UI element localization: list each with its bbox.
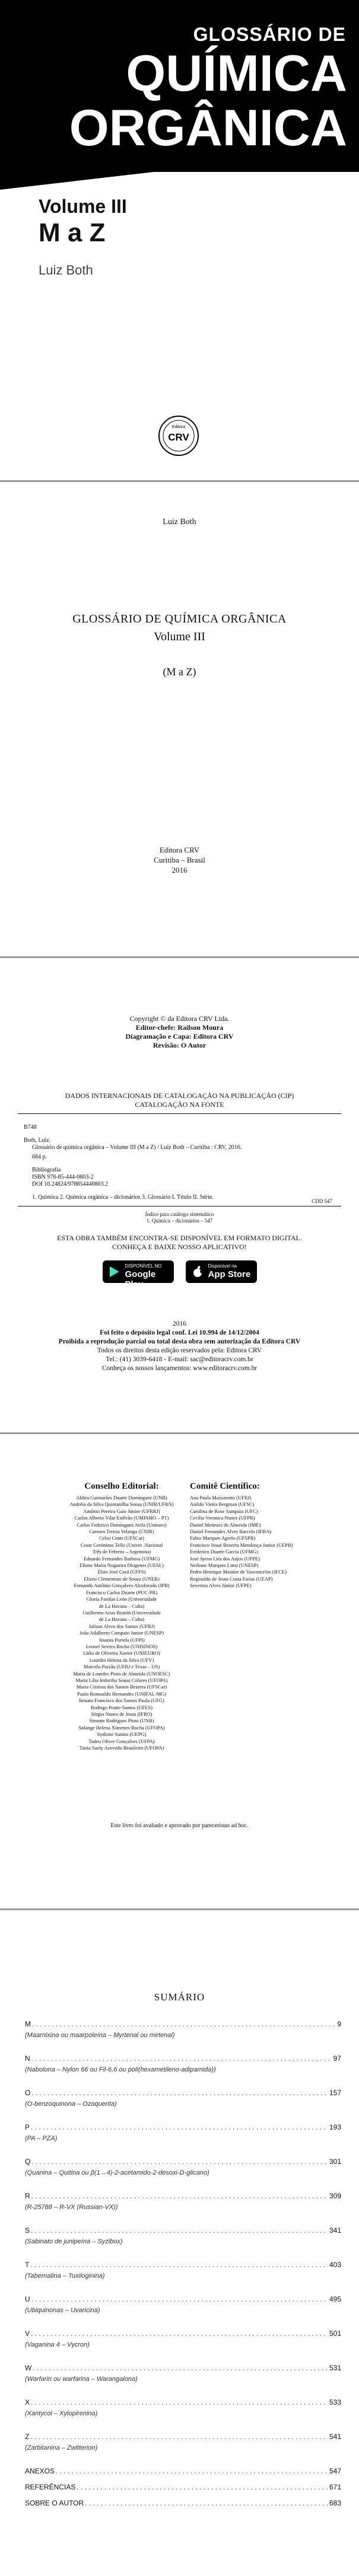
toc-entry-row [25,2020,341,2029]
editorial-member: Tadeu Oliver Gonçalves (UFPA) [88,1738,155,1744]
toc-entry-label: ANEXOS [25,2467,55,2475]
toc-entry-range: (Nabolona – Nylon 66 ou Fil-6,6 ou poli(hexametileno-adipamida)) [25,2066,216,2073]
copyright-block [0,1014,359,1050]
scientific-member: Severino Alves Júnior (UFPE) [190,1582,252,1589]
editorial-member: de La Havana – Cuba) [99,1616,145,1623]
toc-leader-dots [31,2398,328,2407]
scientific-member: Ana Paula Mazzarotto (UFRJ) [190,1495,252,1501]
toc-entry-page: 547 [329,2467,341,2475]
legal-year: 2016 [173,1320,186,1327]
cip-bibliography: Bibliografia [32,1167,61,1173]
toc-entry-label: S [25,2226,30,2235]
toc-entry-row [25,2295,341,2304]
cip-index [0,1211,359,1224]
imprint-year: 2016 [171,866,188,874]
cip-code: CDD 547 [312,1198,332,1204]
editorial-member: Tania Suely Azevedo Brasileiro (UFOPA) [79,1745,164,1751]
toc-entry[interactable] [25,2483,341,2499]
editorial-member: Josania Portela (UFPI) [99,1636,145,1643]
cover-title-line2: ORGÂNICA [69,100,347,157]
editorial-member: Francisco Carlos Duarte (PUC-PR) [85,1589,158,1595]
editorial-member: Elione Maria Nogueira Diogenes (UFAL) [80,1562,164,1569]
toc-entry-label: SOBRE O AUTOR [25,2499,84,2507]
toc-entry-row [25,2226,341,2235]
imprint-publisher: Editora CRV [159,845,200,854]
editorial-member: Jailson Alves dos Santos (UFRJ) [88,1623,155,1629]
scientific-member: Frederico Duarte Garcia (UFMG) [190,1549,258,1555]
apple-icon [191,1265,204,1278]
store-badges [0,1260,359,1289]
editorial-member: Fernando Antônio Gonçalves Alcoforado (IPB) [74,1582,170,1589]
editorial-member: Cesar Gerónimo Tello (Univer .Nacional [80,1541,163,1548]
editorial-member: Aldira Guimarães Duarte Domínguez (UNB) [76,1495,167,1501]
scientific-member: Pedro Henrique Mainier de Vasconcelos (IFCE) [190,1569,287,1575]
editorial-member: Carmen Tereza Velanga (UNIR) [89,1528,154,1535]
toc-entry-page: 301 [329,2157,341,2166]
toc-entry-page: 97 [333,2054,341,2063]
editorial-member: Gloria Fariñas León (Universidade [86,1596,157,1603]
toc-entry-label: T [25,2261,30,2269]
editorial-member: Élsio José Corá (UFFS) [97,1569,146,1575]
google-play-small: DISPONÍVEL NO [125,1263,162,1269]
toc-entry-row [25,2364,341,2373]
toc-entry[interactable] [25,2054,341,2089]
toc-leader-dots [85,2499,328,2508]
toc-leader-dots [31,2089,328,2098]
editorial-council-title: Conselho Editorial: [84,1482,159,1491]
editorial-member: Simone Rodrigues Pinto (UNB) [89,1718,154,1724]
cip-subheading-line: CATALOGAÇÃO NA FONTE [135,1100,224,1109]
cip-name: Both, Luiz. [24,1137,51,1144]
editorial-member: Três de Febrero – Argentina) [92,1549,151,1555]
toc-entry[interactable] [25,2020,341,2054]
contents-title: SUMÁRIO [154,1991,205,2003]
toc-entry-page: 157 [329,2089,341,2097]
editorial-member: Carlos Federico Dominguez Avila (Unieuro) [77,1521,167,1528]
editorial-member: Celso Conti (UFSCar) [99,1535,145,1541]
toc-entry-page: 309 [329,2192,341,2200]
cover-page [0,0,359,480]
editorial-member: Elizeu Clementino de Souza (UNEB) [84,1575,160,1582]
toc-entry[interactable] [25,2398,341,2433]
copyright-page [0,958,359,1432]
editorial-member: Maria Lília Imbiriba Sousa Colares (UFOPA) [75,1677,168,1683]
editorial-member: de La Havana – Cuba) [99,1603,145,1609]
app-store-button[interactable] [186,1260,257,1283]
editorial-member: Paulo Romualdo Hernandes (UNIFAL-MG) [77,1690,167,1697]
toc-entry-label: V [25,2329,30,2338]
editorial-member: João Adalberto Campato Junior (UNESP) [79,1630,164,1636]
editorial-member: Antônio Pereira Gaio Júnior (UFRRJ) [83,1508,160,1514]
toc-entry-range: (Zarbitanina – Zwitterion) [25,2444,98,2451]
editorial-member: Renato Francisco dos Santos Paula (UFG) [79,1697,164,1704]
toc-entry-page: 193 [329,2123,341,2131]
toc-leader-dots [33,2364,328,2373]
editorial-member: Lourdes Helena da Silva (UFV) [89,1656,154,1663]
google-play-label: Google Play [125,1269,156,1289]
legal-rights: Todos os direitos desta edição reservados pela: Editora CRV [97,1347,262,1354]
toc-entry-label: U [25,2295,30,2303]
toc-entry-label: R [25,2192,30,2200]
toc-entry-page: 541 [329,2433,341,2441]
title-page [0,482,359,956]
title-page-range: (M a Z) [163,666,196,678]
cip-author-code: B748 [24,1124,37,1131]
toc-entry[interactable] [25,2364,341,2398]
toc-entry[interactable] [25,2295,341,2329]
app-store-small: Disponível na [208,1263,237,1269]
toc-entry-page: 683 [329,2499,341,2507]
cip-index-title: Índice para catálogo sistemático [145,1211,214,1217]
cip-entry: Glossário de química orgânica – Volume III (M a Z) / Luiz Both – Curitiba : CRV, 2016. [32,1144,242,1151]
publisher-logo-icon [158,415,199,457]
toc-entry-row [25,2054,341,2063]
toc-entry[interactable] [25,2329,341,2364]
toc-leader-dots [31,2123,328,2132]
publisher-logo-small: Editora [171,425,186,429]
toc-entry-range: (Ubiquinonas – Uvaricina) [25,2307,100,2314]
scientific-member: Cecília Veronica Nunez (UFPR) [190,1515,255,1521]
toc-entry-label: X [25,2398,30,2406]
toc-leader-dots [31,2192,328,2201]
legal-web: Conheça os nossos lançamentos: www.editoracrv.com.br [101,1365,258,1372]
scientific-committee-title: Comitê Científico: [190,1482,260,1491]
toc-entry-row [25,2157,341,2166]
copyright-line: Copyright © da Editora CRV Ltda. [129,1014,230,1023]
toc-entry-row [25,2192,341,2201]
toc-entry-range: (Sabinato de junipeína – Syzibox) [25,2238,123,2245]
toc-entry-range: (Quanina – Quitina ou β(1→4)-2-acetamido-2-desoxi-D-glicano) [25,2169,209,2176]
toc-entry-range: (Maarnixina ou maarpoleína – Myrtenal ou mirtenal) [25,2032,175,2039]
layout-line: Diagramação e Capa: Editora CRV [125,1032,234,1040]
cip-index-entry: 1. Química – dicionários – 547 [146,1218,213,1224]
council-note: Este livro foi avaliado e aprovado por pareceristas ad hoc. [110,1822,249,1829]
editorial-council-list [56,1495,187,1751]
toc-entry-label: P [25,2123,30,2131]
cip-heading-line: DADOS INTERNACIONAIS DE CATALOGAÇÃO NA PUBLICAÇÃO (CIP) [65,1091,294,1100]
cip-isbn: ISBN 978-85-444-0803-2 [32,1174,94,1180]
editorial-member: Solange Helena Ximenes-Rocha (UFOPA) [78,1724,165,1731]
legal-notice [0,1320,359,1373]
toc-entry-page: 671 [329,2483,341,2491]
scientific-member: Anildo Vieira Bergman (UFSC) [190,1501,255,1508]
toc-entry-row [25,2261,341,2269]
editorial-member: Lídia de Oliveira Xavier (UNIEURO) [83,1650,160,1656]
digital-notice [0,1234,359,1252]
toc-entry-row [25,2089,341,2098]
toc-entry-row [25,2467,341,2476]
scientific-member: Reginaldo de Jesus Costa Farias (UEAP) [190,1575,273,1582]
toc-entry-page: 9 [337,2020,341,2028]
scientific-member: Daniel Menezes de Almeida (IME) [190,1521,261,1528]
toc-entry-page: 341 [329,2226,341,2235]
toc-entry-row [25,2398,341,2407]
toc-leader-dots [77,2483,328,2492]
title-page-imprint [0,845,359,875]
toc-entry[interactable] [25,2192,341,2226]
scientific-member: Fabio Marques Agrelo (UFSPR) [190,1535,256,1541]
toc-entry-label: O [25,2089,31,2097]
toc-entry-label: Z [25,2433,30,2441]
toc-entry-row [25,2123,341,2132]
toc-leader-dots [31,2226,328,2235]
toc-entry-row [25,2329,341,2338]
toc-entry-range: (Vaganina 4 – Vycron) [25,2341,90,2348]
review-line: Revisão: O Autor [153,1041,206,1049]
toc-entry-page: 495 [329,2295,341,2303]
editorial-member: Leonel Severo Rocha (UNISINOS) [85,1643,158,1649]
play-triangle-icon [108,1265,121,1278]
toc-entry-row [25,2499,341,2508]
toc-entry-range: (Tabernalina – Tuxiloginina) [25,2272,105,2280]
cover-range: M a Z [39,218,106,247]
scientific-member: Neiliane Marques Lima (UNESP) [190,1562,259,1569]
toc-entry-label: N [25,2054,30,2063]
toc-entry-page: 533 [329,2398,341,2406]
toc-entry[interactable] [25,2467,341,2483]
editorial-member: Andréia da Silva Quintanilha Sousa (UNIR/UFRN) [69,1501,174,1508]
editorial-member: Rodrigo Pratte-Santos (UFES) [91,1704,153,1710]
cover-author: Luiz Both [39,263,93,277]
scientific-committee-list [190,1495,320,1589]
cip-rule-top [18,1113,341,1114]
toc-leader-dots [56,2467,328,2476]
title-page-author: Luiz Both [163,518,196,526]
editor-line: Editor-chefe: Railson Moura [135,1023,224,1032]
google-play-button[interactable] [103,1260,174,1289]
toc-entry-label: W [25,2364,32,2372]
contents-page [0,1910,359,2576]
title-page-title: GLOSSÁRIO DE QUÍMICA ORGÂNICA [72,612,287,625]
editorial-member: Carlos Alberto Vilar Estêvão (UMINHO – PT) [74,1515,169,1521]
publisher-logo-text: CRV [168,432,189,443]
scientific-member: José Ayron Lira dos Anjos (UFPE) [190,1555,260,1562]
toc-entry-range: (R-25788 – R-VX (Russian-VX)) [25,2204,118,2211]
toc-entry[interactable] [25,2123,341,2157]
toc-entry-page: 501 [329,2329,341,2338]
toc-entry-range: (O-benzoquinona – Ozoquerita) [25,2101,117,2108]
cover-volume: Volume III [39,196,127,217]
toc-entry-row [25,2433,341,2441]
toc-leader-dots [32,2020,336,2029]
toc-leader-dots [31,2295,328,2304]
editorial-member: Eduardo Fernandes Barbosa (UFMG) [83,1555,160,1562]
title-page-volume: Volume III [154,630,205,643]
toc-entry-range: (Warfarin ou warfarina – Warangalona) [25,2376,138,2383]
council-page [0,1434,359,1908]
app-store-label: App Store [208,1269,251,1279]
editorial-member: Sydione Santos (UEPG) [97,1731,147,1738]
toc-entry-label: Q [25,2157,31,2166]
cip-subjects: 1. Química 2. Química orgânica – dicionários 3. Glossário I. Título II. Série. [32,1194,214,1201]
cip-heading [0,1091,359,1109]
editorial-member: Marcelo Paixão (UFRJ e Texas – US) [83,1664,160,1670]
editorial-member: Maria Cristina dos Santos Bezerra (UFSCar) [76,1684,167,1690]
toc-entry-range: (PA – PZA) [25,2135,58,2142]
cover-title-line1: QUÍMICA [126,45,347,102]
digital-line2: CONHEÇA E BAIXE NOSSO APLICATIVO! [112,1243,247,1251]
cip-record [24,1124,332,1204]
toc-entry[interactable] [25,2089,341,2123]
digital-line1: ESTA OBRA TAMBÉM ENCONTRA-SE DISPONÍVEL EM FORMATO DIGITAL. [57,1234,302,1242]
toc-entry[interactable] [25,2261,341,2295]
toc-entry-page: 403 [329,2261,341,2269]
scientific-member: Carolina de Rose Sampaio (UFC) [190,1508,258,1514]
contents-list [25,2020,341,2515]
legal-deposit: Foi feito o depósito legal conf. Lei 10.994 de 14/12/2004 [100,1329,259,1336]
toc-leader-dots [31,2329,328,2338]
cip-doi: DOI 10.24824/978854440803.2 [32,1181,109,1188]
toc-entry-label: REFERÊNCIAS [25,2483,76,2491]
cover-subtitle: GLOSSÁRIO DE [193,24,346,45]
scientific-member: Francisco Josué Bezerra Mendonça Junior (UEPB) [190,1541,293,1548]
editorial-member: Guillermo Arias Beatón (Universidade [82,1609,161,1616]
toc-leader-dots [31,2157,328,2166]
toc-entry[interactable] [25,2226,341,2261]
toc-entry[interactable] [25,2499,341,2515]
toc-entry[interactable] [25,2157,341,2192]
toc-entry-row [25,2483,341,2492]
legal-phone: Tel.: (41) 3039-6418 - E-mail: sac@editoracrv.com.br [106,1356,253,1363]
toc-leader-dots [30,2261,328,2269]
toc-entry-page: 531 [329,2364,341,2372]
toc-entry-range: (Xantycol – Xylopirenina) [25,2410,98,2417]
toc-leader-dots [31,2054,332,2063]
toc-entry[interactable] [25,2433,341,2467]
toc-entry-label: M [25,2020,31,2028]
toc-leader-dots [30,2433,328,2441]
editorial-member: Sérgio Nunes de Jesus (IFRO) [91,1711,153,1717]
editorial-member: Maria de Lourdes Pinto de Almeida (UNOESC) [73,1670,170,1677]
cip-pages: 684 p. [32,1154,47,1160]
legal-prohibited: Proibida a reprodução parcial ou total desta obra sem autorização da Editora CRV [58,1338,301,1345]
imprint-city: Curitiba – Brasil [154,856,205,864]
scientific-member: Daniel Fernandes Alves Barcelo (IFBA) [190,1528,271,1535]
